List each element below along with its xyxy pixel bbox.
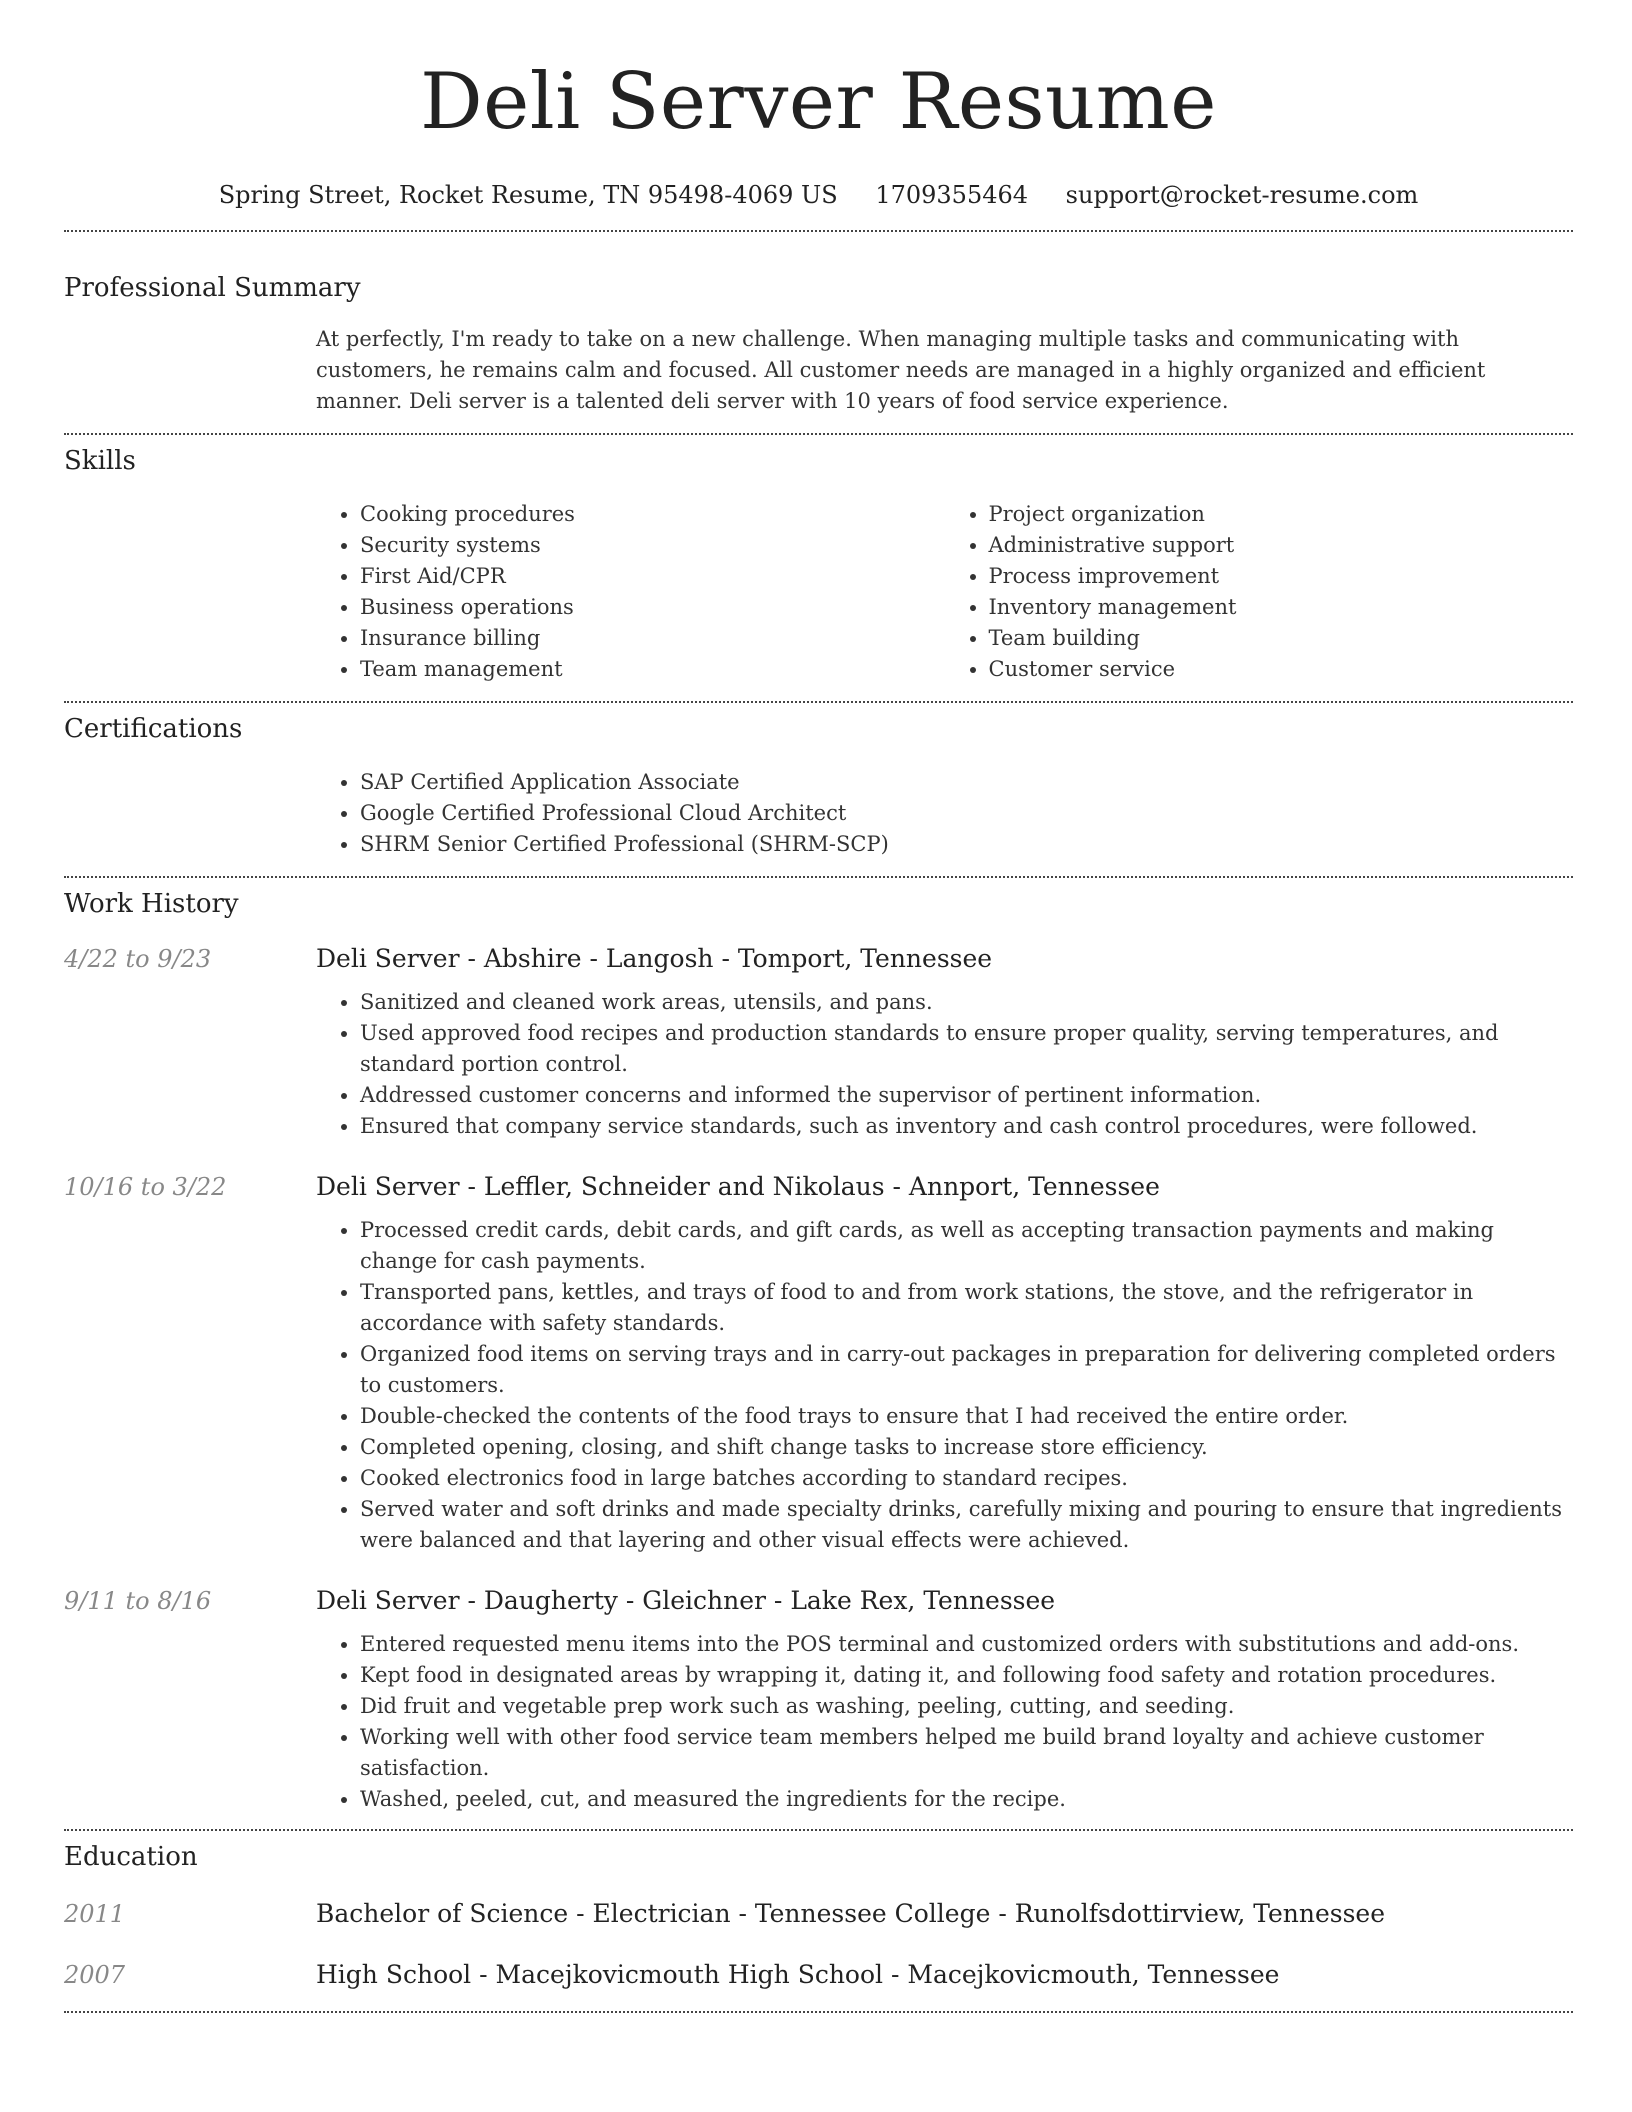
certification-item: • SHRM Senior Certified Professional (SHRM-SCP)	[360, 829, 1573, 860]
job-duties	[316, 987, 1573, 1142]
resume-title: Deli Server Resume	[420, 57, 1217, 147]
job-header	[64, 1172, 1573, 1201]
section-heading-work-history: Work History	[64, 889, 239, 919]
skill-item: • Insurance billing	[360, 623, 945, 654]
contact-email: support@rocket-resume.com	[1065, 181, 1419, 209]
job-duty-item: • Served water and soft drinks and made specialty drinks, carefully mixing and pouring to ensure that ingredients were balanced and that layering and other visual effects were achieved.	[360, 1494, 1573, 1556]
summary-text: At perfectly, I'm ready to take on a new challenge. When managing multiple tasks and communicating with customers, he remains calm and focused. All customer needs are managed in a highly organized and efficient manner. Deli server is a talented deli server with 10 years of food service experience.	[316, 327, 1486, 413]
divider	[64, 1829, 1573, 1831]
job-duty-item: • Did fruit and vegetable prep work such as washing, peeling, cutting, and seeding.	[360, 1691, 1573, 1722]
job-entry	[64, 1586, 1573, 1815]
certification-item: • Google Certified Professional Cloud Architect	[360, 798, 1573, 829]
summary-section	[64, 272, 1573, 417]
section-heading-education: Education	[64, 1842, 198, 1872]
skill-item: • Project organization	[989, 499, 1574, 530]
certifications-list	[316, 767, 1573, 860]
job-duty-item: • Completed opening, closing, and shift change tasks to increase store efficiency.	[360, 1432, 1573, 1463]
skills-column-right	[945, 499, 1574, 685]
skill-item: • Security systems	[360, 530, 945, 561]
job-duty-item: • Processed credit cards, debit cards, and gift cards, as well as accepting transaction payments and making change for cash payments.	[360, 1215, 1573, 1277]
divider	[64, 876, 1573, 878]
education-entry	[64, 1899, 1573, 1928]
job-duty-item: • Addressed customer concerns and informed the supervisor of pertinent information.	[360, 1080, 1573, 1111]
section-heading-summary: Professional Summary	[64, 273, 361, 303]
job-dates: 4/22 to 9/23	[64, 945, 212, 973]
job-header	[64, 1586, 1573, 1615]
job-duty-item: • Washed, peeled, cut, and measured the ingredients for the recipe.	[360, 1784, 1573, 1815]
job-duties	[316, 1629, 1573, 1815]
skills-column-left	[316, 499, 945, 685]
skill-item: • Cooking procedures	[360, 499, 945, 530]
contact-address: Spring Street, Rocket Resume, TN 95498-4069 US	[218, 181, 838, 209]
job-duty-item: • Double-checked the contents of the food trays to ensure that I had received the entire order.	[360, 1401, 1573, 1432]
job-duty-item: • Organized food items on serving trays and in carry-out packages in preparation for delivering completed orders to customers.	[360, 1339, 1573, 1401]
job-title: Deli Server - Leffler, Schneider and Nikolaus - Annport, Tennessee	[316, 1172, 1160, 1201]
job-dates: 9/11 to 8/16	[64, 1587, 212, 1615]
job-duty-item: • Ensured that company service standards, such as inventory and cash control procedures, were followed.	[360, 1111, 1573, 1142]
education-title: Bachelor of Science - Electrician - Tennessee College - Runolfsdottirview, Tennessee	[316, 1899, 1385, 1928]
skill-item: • First Aid/CPR	[360, 561, 945, 592]
job-duty-item: • Entered requested menu items into the POS terminal and customized orders with substitutions and add-ons.	[360, 1629, 1573, 1660]
skill-item: • Inventory management	[989, 592, 1574, 623]
divider	[64, 230, 1573, 232]
skill-item: • Business operations	[360, 592, 945, 623]
resume-page	[64, 0, 1573, 2013]
education-year: 2007	[64, 1961, 126, 1989]
job-duty-item: • Transported pans, kettles, and trays of food to and from work stations, the stove, and the refrigerator in accordance with safety standards.	[360, 1277, 1573, 1339]
job-duty-item: • Kept food in designated areas by wrapping it, dating it, and following food safety and rotation procedures.	[360, 1660, 1573, 1691]
section-heading-certifications: Certifications	[64, 714, 243, 744]
job-title: Deli Server - Abshire - Langosh - Tomport, Tennessee	[316, 944, 993, 973]
education-entry	[64, 1960, 1573, 1989]
certification-item: • SAP Certified Application Associate	[360, 767, 1573, 798]
job-entry	[64, 1172, 1573, 1556]
divider	[64, 2011, 1573, 2013]
section-heading-skills: Skills	[64, 446, 136, 476]
certifications-section	[64, 713, 1573, 860]
education-title: High School - Macejkovicmouth High School - Macejkovicmouth, Tennessee	[316, 1960, 1280, 1989]
job-title: Deli Server - Daugherty - Gleichner - Lake Rex, Tennessee	[316, 1586, 1056, 1615]
divider	[64, 701, 1573, 703]
contact-line	[64, 180, 1573, 210]
job-dates: 10/16 to 3/22	[64, 1173, 227, 1201]
job-duties	[316, 1215, 1573, 1556]
skill-item: • Administrative support	[989, 530, 1574, 561]
contact-phone: 1709355464	[875, 181, 1029, 209]
job-duty-item: • Cooked electronics food in large batches according to standard recipes.	[360, 1463, 1573, 1494]
job-duty-item: • Used approved food recipes and production standards to ensure proper quality, serving temperatures, and standard portion control.	[360, 1018, 1573, 1080]
job-header	[64, 944, 1573, 973]
job-entry	[64, 944, 1573, 1142]
job-duty-item: • Working well with other food service team members helped me build brand loyalty and achieve customer satisfaction.	[360, 1722, 1573, 1784]
skill-item: • Team building	[989, 623, 1574, 654]
skills-list	[316, 499, 1573, 685]
skill-item: • Customer service	[989, 654, 1574, 685]
divider	[64, 433, 1573, 435]
job-duty-item: • Sanitized and cleaned work areas, utensils, and pans.	[360, 987, 1573, 1018]
education-section	[64, 1841, 1573, 1989]
skill-item: • Team management	[360, 654, 945, 685]
education-year: 2011	[64, 1900, 126, 1928]
skills-section	[64, 445, 1573, 685]
work-history-section	[64, 888, 1573, 1815]
skill-item: • Process improvement	[989, 561, 1574, 592]
